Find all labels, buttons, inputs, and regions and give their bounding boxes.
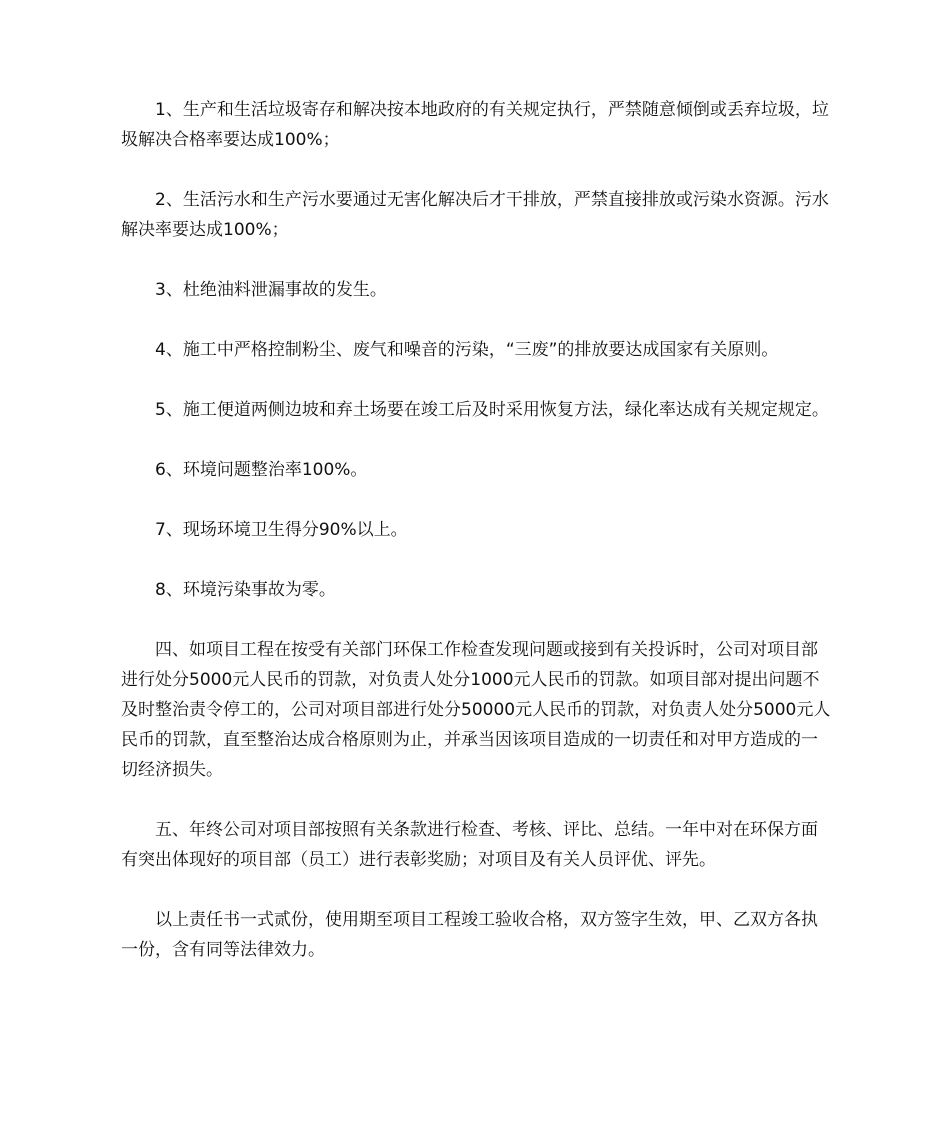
clause-3-paragraph: 3、杜绝油料泄漏事故的发生。 [155,280,387,300]
clause-2-paragraph: 2、生活污水和生产污水要通过无害化解决后才干排放，严禁直接排放或污染水资源。污水解决率要达成100%； [121,190,829,240]
clause-8-paragraph: 8、环境污染事故为零。 [155,580,336,600]
clause-6-paragraph: 6、环境问题整治率100%。 [155,460,368,480]
clause-1-paragraph: 1、生产和生活垃圾寄存和解决按本地政府的有关规定执行，严禁随意倾倒或丢弃垃圾，垃圾解决合格率要达成100%； [121,100,829,150]
clause-7-paragraph: 7、现场环境卫生得分90%以上。 [155,520,408,540]
closing-paragraph: 以上责任书一式贰份，使用期至项目工程竣工验收合格，双方签字生效，甲、乙双方各执一份，含有同等法律效力。 [121,910,818,960]
section-4-paragraph: 四、如项目工程在按受有关部门环保工作检查发现问题或接到有关投诉时，公司对项目部进行处分5000元人民币的罚款，对负责人处分1000元人民币的罚款。如项目部对提出问题不及时整治责令停工的，公司对项目部进行处分50000元人民币的罚款，对负责人处分5000元人民币的罚款，直至整治达成合格原则为止，并承当因该项目造成的一切责任和对甲方造成的一切经济损失。 [121,640,831,780]
clause-4-paragraph: 4、施工中严格控制粉尘、废气和噪音的污染，“三废”的排放要达成国家有关原则。 [155,340,779,360]
clause-5-paragraph: 5、施工便道两侧边坡和弃土场要在竣工后及时采用恢复方法，绿化率达成有关规定规定。 [155,400,829,420]
section-5-paragraph: 五、年终公司对项目部按照有关条款进行检查、考核、评比、总结。一年中对在环保方面有突出体现好的项目部（员工）进行表彰奖励；对项目及有关人员评优、评先。 [121,820,818,870]
document-body [121,95,833,995]
